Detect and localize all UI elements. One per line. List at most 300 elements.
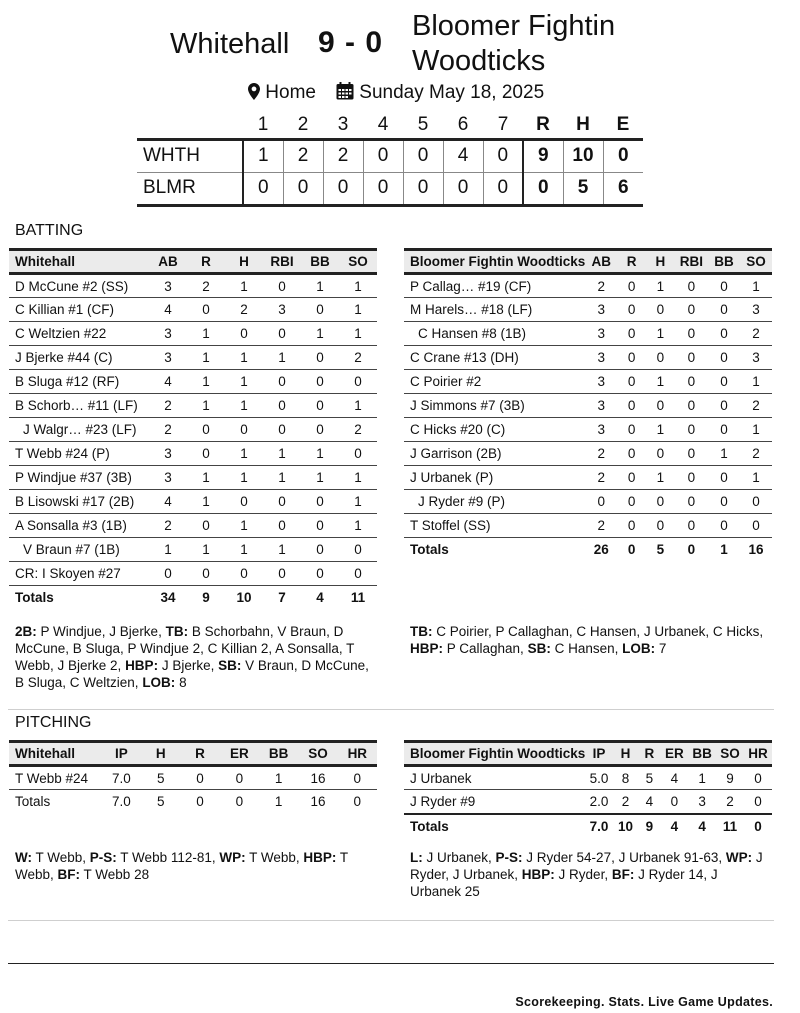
stat-cell: 0 <box>708 466 740 490</box>
note-text: 8 <box>175 675 187 690</box>
note-label: TB: <box>165 624 189 639</box>
stat-cell: 1 <box>339 394 377 418</box>
note-label: SB: <box>218 658 242 673</box>
stat-cell: 2 <box>149 514 187 538</box>
inning-header: 1 <box>257 113 269 135</box>
stat-cell: 3 <box>740 346 772 370</box>
stat-cell: 0 <box>708 394 740 418</box>
stat-cell: 1 <box>263 538 301 562</box>
player-name: C Weltzien #22 <box>9 322 149 346</box>
stat-cell: 2 <box>585 442 617 466</box>
stat-cell: 2 <box>585 514 617 538</box>
stat-cell: 0 <box>301 538 339 562</box>
stat-cell: 1 <box>301 442 339 466</box>
stat-cell: 0 <box>646 346 675 370</box>
stat-cell: 0 <box>301 418 339 442</box>
stat-cell: 1 <box>225 442 263 466</box>
player-row <box>404 514 772 538</box>
stat-cell: 2 <box>585 274 617 298</box>
player-name: M Harels… #18 (LF) <box>404 298 585 322</box>
stat-cell: 0 <box>187 418 225 442</box>
totals-label: Totals <box>15 794 51 810</box>
location-label: Home <box>265 82 316 103</box>
stat-cell: 0 <box>339 538 377 562</box>
stat-cell: 0 <box>617 418 646 442</box>
inning-runs: 2 <box>283 139 323 172</box>
stat-cell: 1 <box>225 538 263 562</box>
stat-cell: 1 <box>187 490 225 514</box>
stat-cell: 0 <box>708 490 740 514</box>
totals-label: Totals <box>15 590 54 606</box>
stat-cell: 3 <box>149 442 187 466</box>
stat-cell: 0 <box>675 274 708 298</box>
runs-header: R <box>536 113 550 135</box>
stat-cell: 0 <box>187 514 225 538</box>
player-row <box>9 766 377 790</box>
note-text: J Ryder, <box>554 867 612 882</box>
inning-runs: 2 <box>323 139 363 172</box>
totals-label: Totals <box>410 542 449 558</box>
team-name-header: Whitehall <box>9 742 102 766</box>
player-name: J Bjerke #44 (C) <box>9 346 149 370</box>
stat-cell: 0 <box>646 490 675 514</box>
inning-runs: 4 <box>443 139 483 172</box>
player-name: T Stoffel (SS) <box>404 514 585 538</box>
stat-cell: 0 <box>301 514 339 538</box>
stat-cell: 0 <box>263 322 301 346</box>
stat-cell: 4 <box>149 490 187 514</box>
stat-cell: 3 <box>585 322 617 346</box>
total-runs: 0 <box>523 172 563 205</box>
stat-cell: 2 <box>716 790 744 814</box>
linescore-row-home <box>137 139 643 172</box>
player-row <box>404 766 772 790</box>
stat-cell: 0 <box>675 418 708 442</box>
inning-header: 7 <box>497 113 509 135</box>
totals-row <box>404 814 772 838</box>
inning-header: 4 <box>377 113 389 135</box>
inning-runs: 0 <box>243 172 283 205</box>
stat-cell: 0 <box>220 766 259 790</box>
stat-cell: 1 <box>339 490 377 514</box>
note-label: LOB: <box>142 675 176 690</box>
stat-cell: 3 <box>585 370 617 394</box>
player-row <box>9 562 377 586</box>
total-cell: 34 <box>160 590 176 606</box>
stat-cell: 0 <box>617 274 646 298</box>
player-name: P Windjue #37 (3B) <box>9 466 149 490</box>
stat-column-header: RBI <box>675 250 708 274</box>
stat-cell: 0 <box>675 466 708 490</box>
calendar-icon <box>336 82 354 100</box>
stat-cell: 2.0 <box>585 790 613 814</box>
section-divider <box>8 709 774 710</box>
stat-cell: 0 <box>708 418 740 442</box>
player-row <box>9 490 377 514</box>
player-row <box>9 394 377 418</box>
stat-cell: 0 <box>263 418 301 442</box>
total-cell: 5 <box>156 794 165 810</box>
stat-column-header: BB <box>708 250 740 274</box>
stat-cell: 2 <box>225 298 263 322</box>
player-row <box>9 466 377 490</box>
stat-cell: 0 <box>225 418 263 442</box>
stat-cell: 2 <box>613 790 638 814</box>
stat-cell: 0 <box>708 274 740 298</box>
stat-cell: 0 <box>675 490 708 514</box>
date-label: Sunday May 18, 2025 <box>359 82 545 103</box>
player-row <box>404 442 772 466</box>
stat-cell: 1 <box>149 538 187 562</box>
stat-cell: 4 <box>149 370 187 394</box>
stat-cell: 3 <box>740 298 772 322</box>
stat-cell: 9 <box>716 766 744 790</box>
stat-cell: 0 <box>675 346 708 370</box>
stat-column-header: BB <box>301 250 339 274</box>
note-label: BF: <box>611 867 635 882</box>
stat-cell: 0 <box>708 346 740 370</box>
stat-cell: 2 <box>740 322 772 346</box>
note-label: BF: <box>57 867 81 882</box>
stat-column-header: SO <box>740 250 772 274</box>
total-runs: 9 <box>523 139 563 172</box>
stat-cell: 1 <box>740 418 772 442</box>
player-name: T Webb #24 <box>9 766 102 790</box>
player-name: J Ryder #9 (P) <box>404 490 585 514</box>
stat-cell: 2 <box>339 346 377 370</box>
stat-cell: 0 <box>617 370 646 394</box>
stat-cell: 1 <box>263 346 301 370</box>
player-row <box>9 538 377 562</box>
total-errors: 0 <box>603 139 643 172</box>
inning-runs: 0 <box>363 172 403 205</box>
stat-cell: 3 <box>585 346 617 370</box>
stat-column-header: R <box>187 250 225 274</box>
player-name: J Garrison (2B) <box>404 442 585 466</box>
player-row <box>404 418 772 442</box>
stat-cell: 5 <box>638 766 660 790</box>
stat-cell: 1 <box>646 370 675 394</box>
total-cell: 0 <box>353 794 362 810</box>
stat-cell: 0 <box>617 466 646 490</box>
stat-cell: 4 <box>638 790 660 814</box>
stat-cell: 2 <box>339 418 377 442</box>
stat-column-header: R <box>180 742 219 766</box>
total-hits: 10 <box>563 139 603 172</box>
linescore-row-away <box>137 172 643 205</box>
footer-tagline: Scorekeeping. Stats. Live Game Updates. <box>515 995 773 1009</box>
player-row <box>404 490 772 514</box>
inning-runs: 1 <box>243 139 283 172</box>
team-abbr: WHTH <box>137 139 243 172</box>
player-name: J Walgr… #23 (LF) <box>9 418 149 442</box>
stat-cell: 0 <box>617 322 646 346</box>
stat-column-header: SO <box>298 742 337 766</box>
note-label: LOB: <box>622 641 656 656</box>
stat-column-header: IP <box>102 742 141 766</box>
pitching-table-home <box>9 740 377 814</box>
stat-cell: 1 <box>187 538 225 562</box>
stat-cell: 0 <box>263 370 301 394</box>
stat-cell: 3 <box>149 322 187 346</box>
stat-cell: 0 <box>646 298 675 322</box>
total-errors: 6 <box>603 172 643 205</box>
header-row <box>404 250 772 274</box>
stat-cell: 0 <box>675 394 708 418</box>
map-pin-icon <box>248 83 260 100</box>
note-text: T Webb 28 <box>80 867 150 882</box>
stat-cell: 1 <box>263 466 301 490</box>
batting-table-away <box>404 248 772 562</box>
player-name: J Urbanek <box>404 766 585 790</box>
inning-runs: 0 <box>323 172 363 205</box>
stat-cell: 3 <box>688 790 716 814</box>
stat-cell: 1 <box>301 466 339 490</box>
stat-cell: 0 <box>339 562 377 586</box>
inning-runs: 0 <box>443 172 483 205</box>
totals-row <box>404 538 772 562</box>
note-label: W: <box>15 850 32 865</box>
stat-cell: 3 <box>585 394 617 418</box>
game-header <box>0 6 800 76</box>
inning-header: 2 <box>297 113 309 135</box>
note-text: C Poirier, P Callaghan, C Hansen, J Urbanek, C Hicks, <box>432 624 764 639</box>
stat-cell: 0 <box>339 370 377 394</box>
totals-label: Totals <box>404 814 585 838</box>
player-name: B Schorb… #11 (LF) <box>9 394 149 418</box>
stat-cell: 0 <box>187 562 225 586</box>
inning-runs: 0 <box>403 139 443 172</box>
stat-cell: 0 <box>740 490 772 514</box>
inning-header: 3 <box>337 113 349 135</box>
inning-runs: 0 <box>403 172 443 205</box>
note-text: T Webb, <box>32 850 90 865</box>
stat-column-header: HR <box>744 742 772 766</box>
stat-cell: 2 <box>585 466 617 490</box>
player-row <box>9 514 377 538</box>
player-row <box>9 370 377 394</box>
stat-cell: 0 <box>744 766 772 790</box>
player-row <box>404 322 772 346</box>
stat-column-header: BB <box>259 742 298 766</box>
stat-cell: 0 <box>263 562 301 586</box>
stat-cell: 0 <box>646 394 675 418</box>
player-row <box>9 346 377 370</box>
stat-cell: 1 <box>301 322 339 346</box>
total-cell: 16 <box>748 542 764 558</box>
player-name: D McCune #2 (SS) <box>9 274 149 298</box>
pitching-table-away <box>404 740 772 838</box>
stat-cell: 1 <box>225 466 263 490</box>
stat-cell: 0 <box>708 514 740 538</box>
stat-cell: 0 <box>225 490 263 514</box>
note-text: P Callaghan, <box>443 641 528 656</box>
stat-cell: 0 <box>263 490 301 514</box>
stat-cell: 1 <box>187 346 225 370</box>
stat-cell: 1 <box>259 766 298 790</box>
stat-cell: 3 <box>585 298 617 322</box>
team-name-header: Whitehall <box>9 250 149 274</box>
stat-column-header: H <box>613 742 638 766</box>
inning-header: 5 <box>417 113 429 135</box>
player-row <box>404 274 772 298</box>
totals-row <box>9 790 377 814</box>
player-name: C Hicks #20 (C) <box>404 418 585 442</box>
player-name: J Simmons #7 (3B) <box>404 394 585 418</box>
stat-cell: 0 <box>646 514 675 538</box>
stat-cell: 1 <box>187 322 225 346</box>
stat-column-header: R <box>638 742 660 766</box>
stat-cell: 0 <box>187 442 225 466</box>
note-label: P-S: <box>495 850 523 865</box>
pitching-notes-home <box>15 849 377 883</box>
header-row <box>9 250 377 274</box>
stat-cell: 0 <box>646 442 675 466</box>
team-name-header: Bloomer Fightin Woodticks <box>404 742 585 766</box>
player-name: CR: I Skoyen #27 <box>9 562 149 586</box>
stat-cell: 0 <box>585 490 617 514</box>
player-row <box>404 346 772 370</box>
total-cell: 10 <box>236 590 252 606</box>
total-cell: 7 <box>278 590 286 606</box>
note-text: V Braun, D McCune, B Sluga, C Weltzien, <box>15 658 369 690</box>
section-divider <box>8 920 774 921</box>
player-name: B Sluga #12 (RF) <box>9 370 149 394</box>
stat-cell: 0 <box>740 514 772 538</box>
stat-cell: 0 <box>301 346 339 370</box>
stat-cell: 4 <box>149 298 187 322</box>
stat-cell: 1 <box>740 274 772 298</box>
total-cell: 0 <box>235 794 244 810</box>
stat-column-header: SO <box>716 742 744 766</box>
stat-cell: 0 <box>708 298 740 322</box>
player-row <box>9 442 377 466</box>
note-label: TB: <box>410 624 433 639</box>
stat-cell: 7.0 <box>102 766 141 790</box>
note-label: WP: <box>219 850 246 865</box>
stat-cell: 0 <box>225 562 263 586</box>
stat-cell: 0 <box>617 394 646 418</box>
player-name: J Urbanek (P) <box>404 466 585 490</box>
stat-cell: 0 <box>617 298 646 322</box>
stat-cell: 1 <box>225 274 263 298</box>
stat-cell: 0 <box>338 766 377 790</box>
player-row <box>9 274 377 298</box>
stat-cell: 0 <box>180 766 219 790</box>
team-abbr: BLMR <box>137 172 243 205</box>
note-label: L: <box>410 850 423 865</box>
stat-cell: 0 <box>301 370 339 394</box>
inning-runs: 0 <box>483 172 523 205</box>
note-text: J Ryder 54-27, J Urbanek 91-63, <box>522 850 726 865</box>
total-cell: 11 <box>716 814 744 838</box>
stat-cell: 1 <box>646 322 675 346</box>
stat-cell: 0 <box>675 370 708 394</box>
stat-cell: 1 <box>339 274 377 298</box>
stat-cell: 4 <box>661 766 689 790</box>
stat-cell: 3 <box>263 298 301 322</box>
stat-cell: 1 <box>646 466 675 490</box>
total-cell: 7.0 <box>585 814 613 838</box>
stat-cell: 2 <box>740 442 772 466</box>
total-cell: 0 <box>744 814 772 838</box>
home-team-name: Whitehall <box>170 28 290 60</box>
stat-cell: 0 <box>263 394 301 418</box>
note-label: 2B: <box>15 624 37 639</box>
total-cell: 9 <box>638 814 660 838</box>
stat-column-header: H <box>646 250 675 274</box>
pitching-section-title: PITCHING <box>15 714 92 731</box>
stat-cell: 1 <box>339 298 377 322</box>
stat-column-header: RBI <box>263 250 301 274</box>
stat-cell: 1 <box>225 370 263 394</box>
stat-cell: 1 <box>646 274 675 298</box>
note-label: SB: <box>527 641 551 656</box>
stat-cell: 0 <box>661 790 689 814</box>
location <box>248 82 316 104</box>
stat-cell: 1 <box>225 346 263 370</box>
note-text: P Windjue, J Bjerke, <box>36 624 166 639</box>
stat-cell: 1 <box>708 442 740 466</box>
stat-cell: 1 <box>646 418 675 442</box>
note-text: T Webb, <box>15 850 348 882</box>
stat-cell: 1 <box>339 322 377 346</box>
stat-column-header: ER <box>661 742 689 766</box>
player-row <box>9 418 377 442</box>
team-name-header: Bloomer Fightin Woodticks <box>404 250 585 274</box>
player-name: C Killian #1 (CF) <box>9 298 149 322</box>
note-label: WP: <box>725 850 753 865</box>
note-label: HBP: <box>125 658 159 673</box>
total-cell: 4 <box>661 814 689 838</box>
stat-cell: 16 <box>298 766 337 790</box>
note-text: C Hansen, <box>550 641 623 656</box>
stat-cell: 0 <box>617 442 646 466</box>
stat-cell: 2 <box>187 274 225 298</box>
player-name: P Callag… #19 (CF) <box>404 274 585 298</box>
stat-cell: 0 <box>675 514 708 538</box>
player-name: V Braun #7 (1B) <box>9 538 149 562</box>
total-cell: 16 <box>310 794 326 810</box>
stat-cell: 3 <box>149 274 187 298</box>
total-cell: 4 <box>316 590 324 606</box>
stat-cell: 2 <box>740 394 772 418</box>
total-cell: 4 <box>688 814 716 838</box>
stat-cell: 1 <box>740 370 772 394</box>
stat-cell: 1 <box>263 442 301 466</box>
stat-column-header: AB <box>585 250 617 274</box>
player-row <box>404 298 772 322</box>
stat-cell: 1 <box>301 274 339 298</box>
stat-column-header: BB <box>688 742 716 766</box>
total-cell: 1 <box>274 794 283 810</box>
stat-cell: 3 <box>149 466 187 490</box>
stat-cell: 1 <box>740 466 772 490</box>
stat-cell: 0 <box>675 442 708 466</box>
note-text: J Ryder, J Urbanek, <box>410 850 763 882</box>
stat-cell: 0 <box>617 490 646 514</box>
stat-cell: 1 <box>187 370 225 394</box>
total-cell: 5 <box>656 542 665 558</box>
total-hits: 5 <box>563 172 603 205</box>
note-text: J Bjerke, <box>158 658 219 673</box>
stat-cell: 0 <box>301 562 339 586</box>
stat-cell: 1 <box>339 514 377 538</box>
note-text: J Urbanek, <box>422 850 496 865</box>
player-name: T Webb #24 (P) <box>9 442 149 466</box>
player-row <box>9 298 377 322</box>
inning-runs: 0 <box>363 139 403 172</box>
